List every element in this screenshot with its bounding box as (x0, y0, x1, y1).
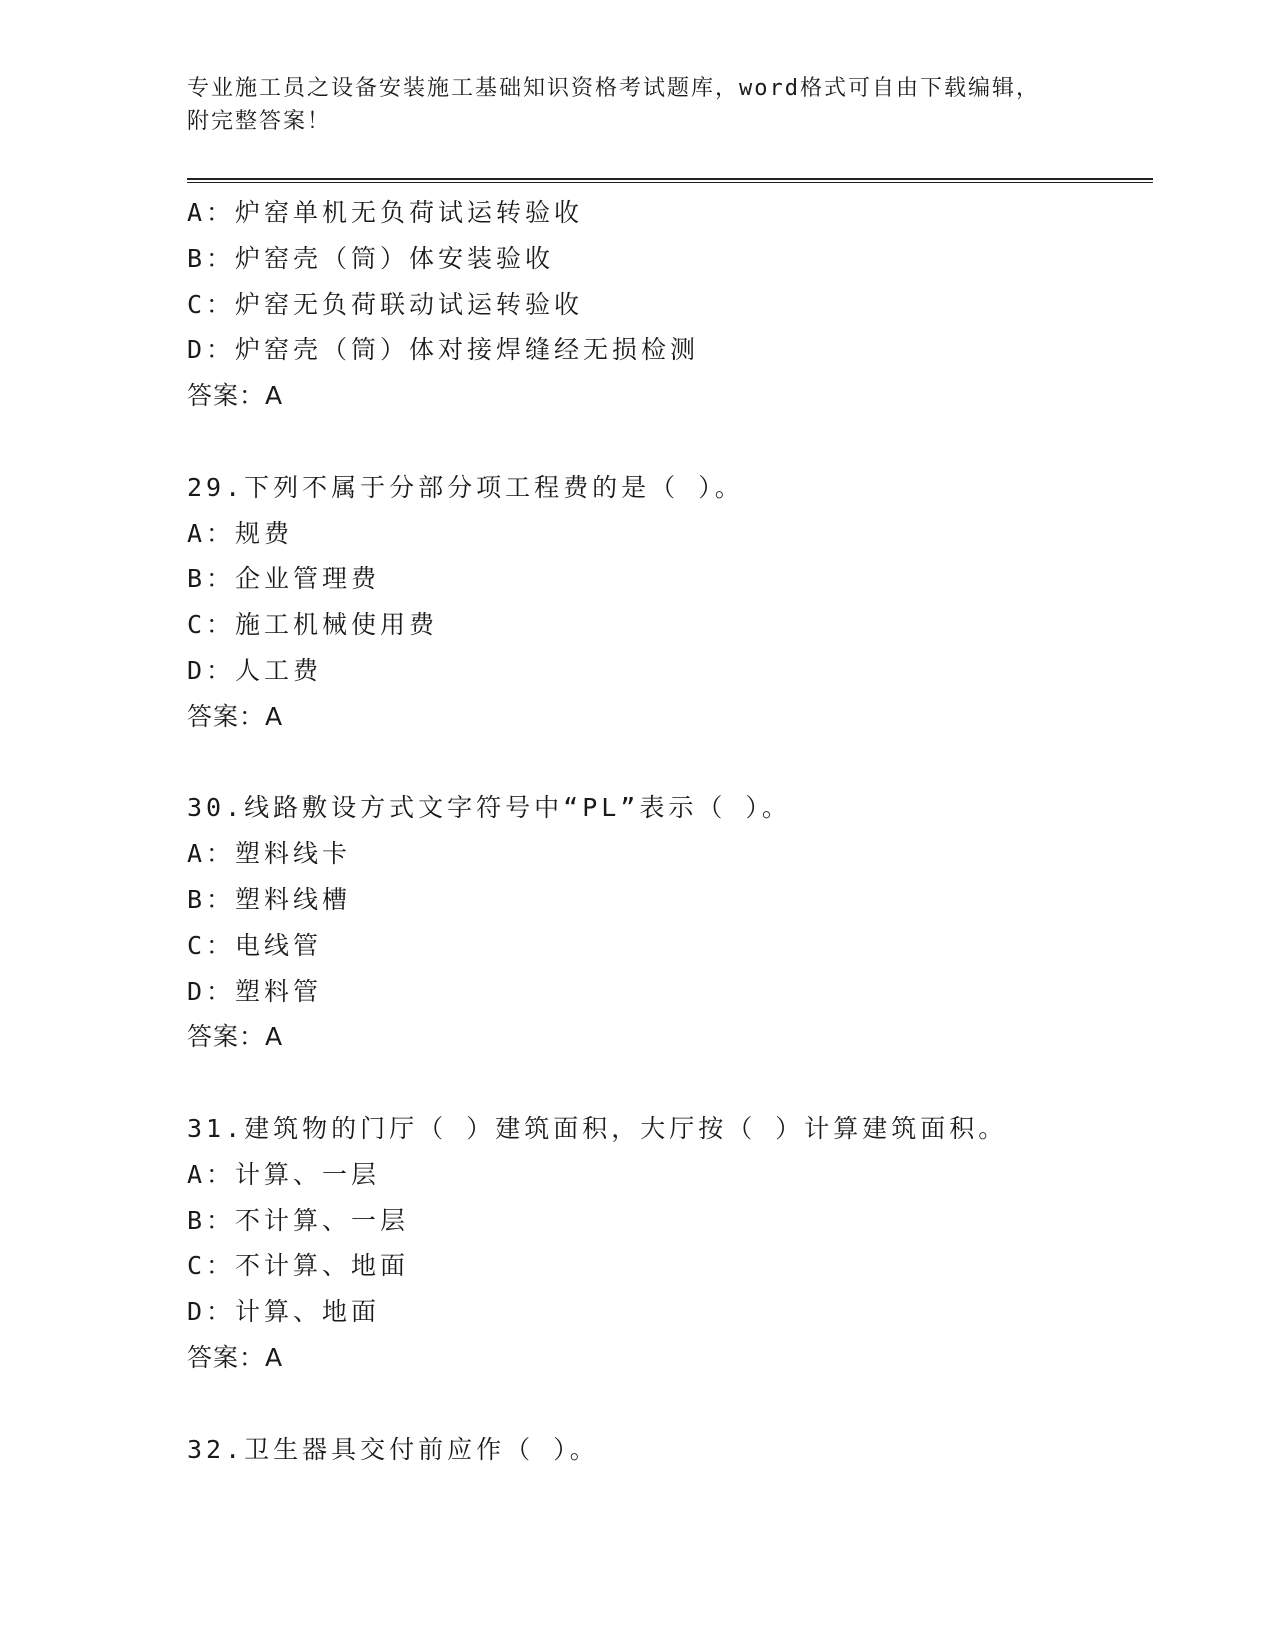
option-c: C：施工机械使用费 (187, 610, 439, 640)
option-a: A：规费 (187, 518, 294, 548)
option-a: A：塑料线卡 (187, 839, 352, 869)
header-divider (187, 178, 1153, 183)
option-b: B：炉窑壳（筒）体安装验收 (187, 243, 555, 273)
answer: 答案：A (187, 381, 284, 411)
spacer (187, 740, 1153, 786)
option-c: C：炉窑无负荷联动试运转验收 (187, 289, 584, 319)
option-b: B：企业管理费 (187, 564, 381, 594)
spacer (187, 1381, 1153, 1427)
option-b: B：不计算、一层 (187, 1205, 410, 1235)
spacer (187, 419, 1153, 465)
question-stem: 31.建筑物的门厅（ ）建筑面积，大厅按（ ）计算建筑面积。 (187, 1113, 1008, 1143)
question-list (187, 190, 1153, 1472)
question-stem: 30.线路敷设方式文字符号中“PL”表示（ ）。 (187, 793, 791, 823)
option-d: D：塑料管 (187, 976, 323, 1006)
question-32 (187, 1427, 1153, 1473)
option-c: C：不计算、地面 (187, 1251, 410, 1281)
option-d: D：炉窑壳（筒）体对接焊缝经无损检测 (187, 335, 700, 365)
option-a: A：炉窑单机无负荷试运转验收 (187, 198, 584, 227)
question-stem: 32.卫生器具交付前应作（ ）。 (187, 1434, 599, 1464)
header-line-1: 专业施工员之设备安装施工基础知识资格考试题库，word格式可自由下载编辑， (187, 76, 1040, 101)
question-30 (187, 785, 1153, 1060)
option-c: C：电线管 (187, 930, 323, 960)
question-stem: 29.下列不属于分部分项工程费的是（ ）。 (187, 472, 744, 502)
question-28-continued (187, 190, 1153, 419)
option-d: D：人工费 (187, 655, 323, 685)
question-31 (187, 1106, 1153, 1381)
header-line-2: 附完整答案！ (187, 109, 332, 134)
option-a: A：计算、一层 (187, 1159, 381, 1189)
option-b: B：塑料线槽 (187, 884, 352, 914)
question-29 (187, 465, 1153, 740)
answer: 答案：A (187, 1342, 284, 1372)
answer: 答案：A (187, 701, 284, 731)
option-d: D：计算、地面 (187, 1297, 381, 1327)
spacer (187, 1060, 1153, 1106)
document-header (187, 72, 1067, 138)
answer: 答案：A (187, 1022, 284, 1052)
